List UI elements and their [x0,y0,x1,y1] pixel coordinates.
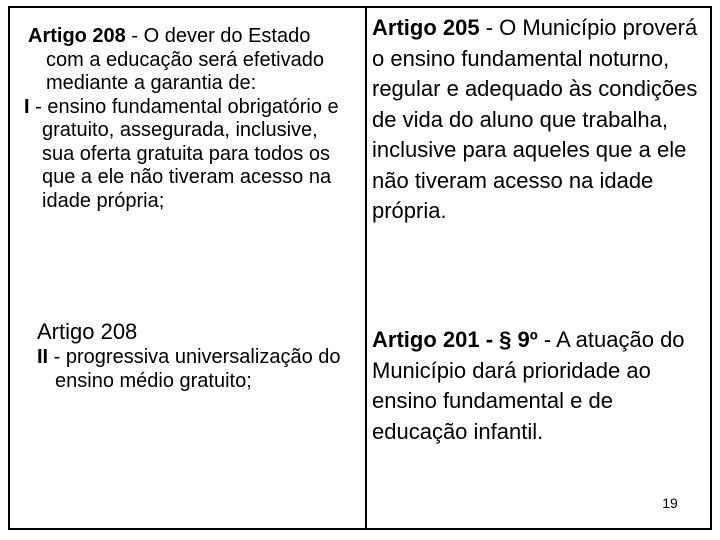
cell-artigo-205 [372,13,702,227]
cell-artigo-208-item-ii [37,318,357,393]
page-number: 19 [662,495,678,511]
cell-artigo-208-item-i [24,25,348,213]
cell-heading: Artigo 208 [28,25,126,47]
item-text: - ensino fundamental obrigatório e gratuito, assegurada, inclusive, sua oferta gratuita para todos os que a ele não tiveram acesso na idade própria; [29,95,339,212]
cell-heading: Artigo 201 - § 9º [372,327,538,352]
item-text: - progressiva universalização do ensino médio gratuito; [48,346,341,392]
column-divider [365,6,367,530]
cell-heading-line [37,318,357,346]
item-marker: I [24,95,30,118]
cell-intro-text: - O dever do Estado com a educação será efetivado mediante a garantia de: [46,25,324,94]
cell-text: - A atuação do Município dará prioridade ao ensino fundamental e de educação infantil. [372,327,685,444]
item-marker: II [37,346,49,368]
cell-text: - O Município proverá o ensino fundamental noturno, regular e adequado às condições de vida do aluno que trabalha, inclusive para aqueles que a ele não tiveram acesso na idade própria. [372,15,698,223]
cell-intro [28,25,348,96]
cell-heading: Artigo 205 [372,15,480,40]
cell-item [24,95,348,214]
cell-artigo-201 [372,325,702,447]
cell-heading: Artigo 208 [37,319,138,344]
cell-item [37,346,357,393]
